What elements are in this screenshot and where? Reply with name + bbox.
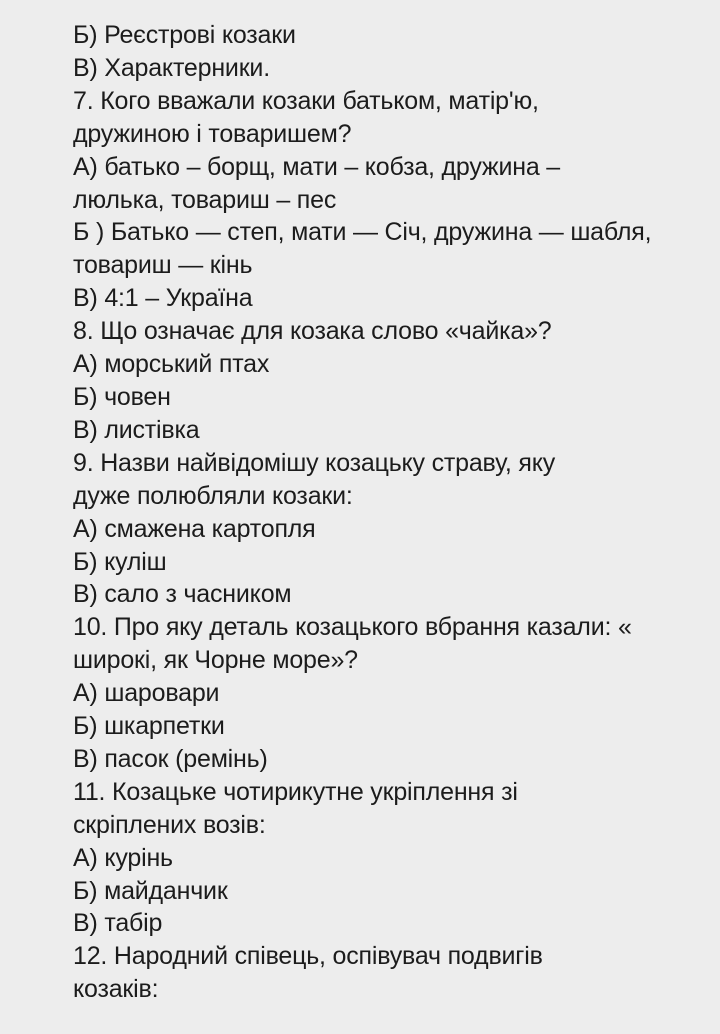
answer-v-q6: В) Характерники. [73, 53, 270, 82]
question-9-line-1: 9. Назви найвідомішу козацьку страву, яку [73, 448, 556, 477]
question-10-line-2: широкі, як Чорне море»? [73, 646, 358, 675]
answer-a-q7-line-1: А) батько – борщ, мати – кобза, дружина – [73, 152, 560, 181]
answer-b-q10: Б) шкарпетки [73, 712, 225, 741]
question-10-line-1: 10. Про яку деталь козацького вбрання казали: « [73, 613, 632, 642]
question-8: 8. Що означає для козака слово «чайка»? [73, 317, 552, 346]
answer-b-q11: Б) майданчик [73, 876, 228, 905]
answer-b-q6: Б) Реєстрові козаки [73, 21, 296, 49]
answer-b-q7-line-1: Б ) Батько — степ, мати — Січ, дружина — шабля, [73, 218, 652, 247]
answer-v-q7: В) 4:1 – Україна [73, 284, 253, 313]
question-11-line-1: 11. Козацьке чотирикутне укріплення зі [73, 777, 518, 806]
answer-v-q10: В) пасок (ремінь) [73, 744, 268, 773]
answer-v-q8: В) листівка [73, 415, 200, 444]
answer-a-q11: А) курінь [73, 843, 173, 872]
answer-b-q8: Б) човен [73, 382, 171, 411]
answer-b-q7-line-2: товариш — кінь [73, 251, 253, 280]
answer-a-q8: А) морський птах [73, 350, 270, 379]
answer-a-q10: А) шаровари [73, 679, 220, 708]
answer-a-q7-line-2: люлька, товариш – пес [73, 185, 337, 214]
question-7-line-2: дружиною і товаришем? [73, 119, 352, 148]
answer-b-q9: Б) куліш [73, 547, 167, 576]
question-7-line-1: 7. Кого вважали козаки батьком, матір'ю, [73, 86, 539, 115]
answer-v-q9: В) сало з часником [73, 580, 292, 609]
answer-a-q9: А) смажена картопля [73, 514, 316, 543]
question-12-line-2: козаків: [73, 975, 159, 1004]
question-9-line-2: дуже полюбляли козаки: [73, 481, 353, 510]
question-11-line-2: скріплених возів: [73, 810, 266, 839]
answer-v-q11: В) табір [73, 909, 163, 938]
question-12-line-1: 12. Народний співець, оспівувач подвигів [73, 942, 543, 971]
